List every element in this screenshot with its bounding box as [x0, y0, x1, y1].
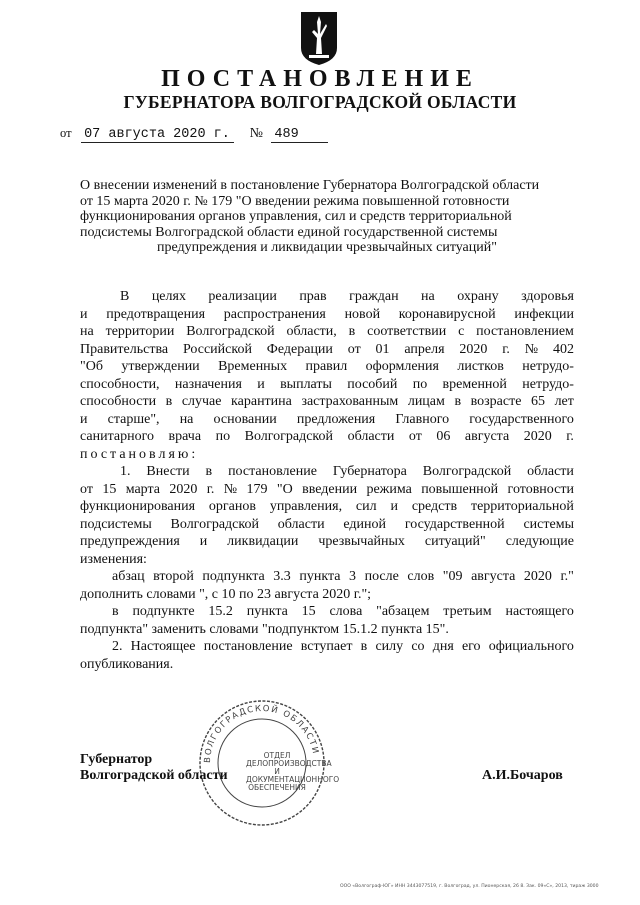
body-line: на территории Волгоградской области, в соответствии с постановлением — [80, 324, 574, 339]
stamp-inner-text — [246, 751, 340, 792]
body-line: предупреждения и ликвидации чрезвычайных ситуаций" следующие — [80, 534, 574, 549]
subject-line: предупреждения и ликвидации чрезвычайных ситуаций" — [157, 240, 497, 255]
stamp-line: ДЕЛОПРОИЗВОДСТВА И — [246, 759, 332, 776]
document-number: 489 — [271, 127, 328, 143]
signatory-region: Волгоградской области — [80, 768, 228, 783]
body-line: и старше", на основании предложения Главного государственного — [80, 411, 574, 427]
print-footer: ООО «Волгограф-ЮГ» ИНН 3443077519, г. Волгоград, ул. Пионерская, 26 8. Зак. 09«С», 2013, тираж 3000 — [340, 884, 599, 889]
document-date: 07 августа 2020 г. — [81, 127, 234, 143]
document-subject — [80, 178, 574, 256]
body-line: опубликования. — [80, 656, 174, 672]
body-line: и предотвращения распространения новой коронавирусной инфекции — [80, 306, 574, 322]
body-line-decree: постановляю: — [80, 446, 199, 462]
body-line: от 15 марта 2020 г. № 179 "О введении режима повышенной готовности — [80, 481, 574, 497]
body-line: 1. Внести в постановление Губернатора Волгоградской области — [120, 464, 574, 479]
body-line: способности, назначения и выплаты пособий по временной нетрудо- — [80, 376, 574, 392]
stamp-ring-text: ВОЛГОГРАДСКОЙ ОБЛАСТИ — [202, 703, 321, 764]
subject-line: функционирования органов управления, сил и средств территориальной — [80, 209, 512, 224]
date-number-line — [60, 126, 328, 143]
stamp-line: ОБЕСПЕЧЕНИЯ — [248, 783, 306, 792]
subject-line: О внесении изменений в постановление Губернатора Волгоградской области — [80, 178, 540, 193]
coat-of-arms-icon — [299, 10, 339, 66]
body-line: абзац второй подпункта 3.3 пункта 3 после слов "09 августа 2020 г." — [112, 569, 574, 584]
body-line: функционирования органов управления, сил и средств территориальной — [80, 499, 574, 514]
document-body — [80, 288, 574, 673]
date-label: от — [60, 126, 72, 140]
signatory-position — [80, 752, 228, 784]
document-issuer: ГУБЕРНАТОРА ВОЛГОГРАДСКОЙ ОБЛАСТИ — [123, 92, 517, 112]
body-line: 2. Настоящее постановление вступает в силу со дня его официального — [112, 639, 574, 654]
body-line: санитарного врача по Волгоградской области от 06 августа 2020 г. — [80, 429, 574, 444]
subject-line: от 15 марта 2020 г. № 179 "О введении режима повышенной готовности — [80, 193, 510, 209]
body-line: "Об утверждении Временных правил оформления листков нетрудо- — [80, 359, 574, 374]
body-line: изменения: — [80, 551, 147, 567]
number-label: № — [249, 126, 263, 141]
body-line: способности в случае карантина застрахованным лицам в возрасте 65 лет — [80, 394, 574, 409]
stamp-line: ОТДЕЛ — [263, 751, 291, 760]
stamp-line: ДОКУМЕНТАЦИОННОГО — [246, 775, 340, 784]
signatory-name: А.И.Бочаров — [482, 768, 563, 783]
signatory-title: Губернатор — [80, 752, 153, 767]
document-title: ПОСТАНОВЛЕНИЕ — [161, 66, 479, 92]
body-line: в подпункте 15.2 пункта 15 слова "абзацем третьим настоящего — [112, 604, 574, 619]
body-line: В целях реализации прав граждан на охрану здоровья — [120, 289, 574, 304]
subject-line: подсистемы Волгоградской области единой государственной системы — [80, 224, 498, 240]
body-line: Правительства Российской Федерации от 01 апреля 2020 г. № 402 — [80, 341, 574, 357]
body-line: дополнить словами ", с 10 по 23 августа 2020 г."; — [80, 586, 372, 602]
body-line: подсистемы Волгоградской области единой государственной системы — [80, 516, 574, 532]
body-line: подпункта" заменить словами "подпунктом 15.1.2 пункта 15". — [80, 621, 449, 637]
